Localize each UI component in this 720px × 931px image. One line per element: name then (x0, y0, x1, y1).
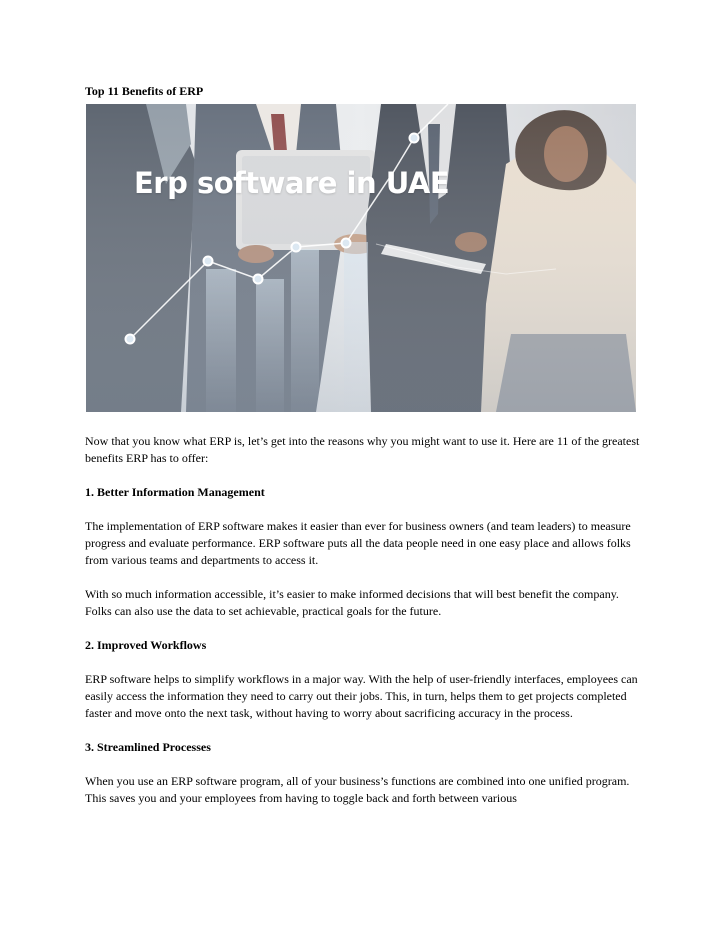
section-heading: 2. Improved Workflows (85, 638, 207, 652)
section-heading: 1. Better Information Management (85, 485, 265, 499)
section-paragraph: ERP software helps to simplify workflows in a major way. With the help of user-friendly interfaces, employees can easily access the information they need to carry out their jobs. This, in turn, helps them to get projects completed faster and move onto the next task, without having to worry about sacrificing accuracy in the process. (85, 672, 638, 720)
intro-paragraph: Now that you know what ERP is, let’s get into the reasons why you might want to use it. Here are 11 of the greatest benefits ERP has to offer: (85, 434, 640, 465)
hero-overlay-text: Erp software in UAE (134, 166, 450, 200)
article-body (85, 433, 645, 824)
section-paragraph: The implementation of ERP software makes it easier than ever for business owners (and team leaders) to measure progress and evaluate performance. ERP software puts all the data people need in one easy place and allows folks from various teams and departments to access it. (85, 519, 631, 567)
section-paragraph: When you use an ERP software program, all of your business’s functions are combined into one unified program. This saves you and your employees from having to toggle back and forth between various (85, 774, 630, 805)
hero-image (86, 104, 636, 412)
document-title: Top 11 Benefits of ERP (85, 84, 204, 98)
section-heading: 3. Streamlined Processes (85, 740, 211, 754)
section-paragraph: With so much information accessible, it’s easier to make informed decisions that will best benefit the company. Folks can also use the data to set achievable, practical goals for the future. (85, 587, 619, 618)
